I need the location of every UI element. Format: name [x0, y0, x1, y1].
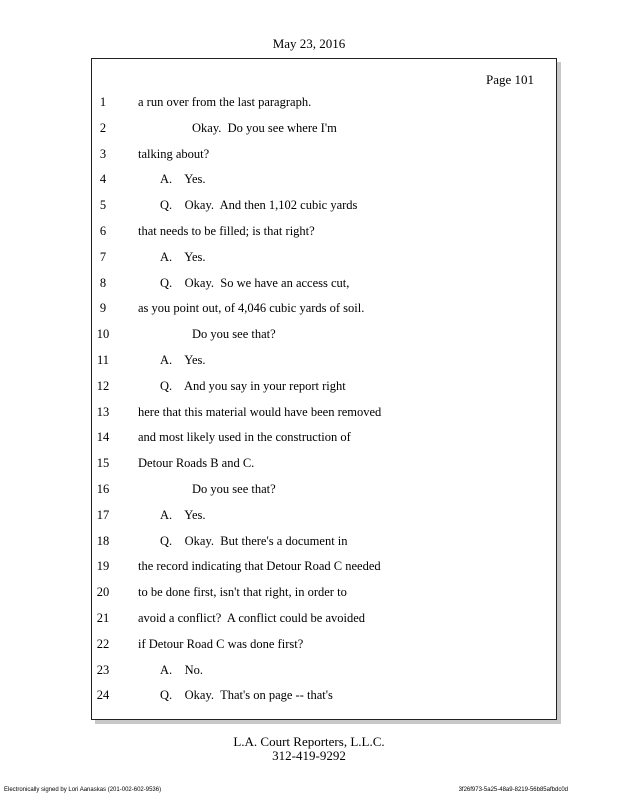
line-text: and most likely used in the construction of	[138, 430, 351, 445]
line-number: 2	[99, 120, 107, 135]
line-number: 15	[96, 456, 110, 471]
line-number: 5	[99, 198, 107, 213]
line-number: 17	[96, 507, 110, 522]
transcript-line	[0, 301, 618, 321]
line-number: 9	[99, 301, 107, 316]
transcript-line	[0, 585, 618, 605]
transcript-line	[0, 663, 618, 683]
line-text: here that this material would have been removed	[138, 404, 382, 419]
line-text: to be done first, isn't that right, in order to	[138, 585, 347, 600]
line-text: A. Yes.	[160, 507, 206, 522]
line-number: 13	[96, 404, 110, 419]
line-number: 8	[99, 275, 107, 290]
line-text: the record indicating that Detour Road C needed	[138, 559, 381, 574]
line-text: Q. Okay. But there's a document in	[160, 533, 348, 548]
line-text: Q. And you say in your report right	[160, 378, 346, 393]
transcript-line	[0, 327, 618, 347]
transcript-line	[0, 379, 618, 399]
transcript-line	[0, 430, 618, 450]
line-text: A. Yes.	[160, 249, 206, 264]
page-number: Page 101	[485, 72, 534, 87]
line-number: 11	[96, 353, 110, 367]
line-text: as you point out, of 4,046 cubic yards of soil.	[138, 301, 365, 316]
line-text: avoid a conflict? A conflict could be avoided	[138, 611, 366, 625]
transcript-line	[0, 559, 618, 579]
transcript-line	[0, 121, 618, 141]
transcript-line	[0, 198, 618, 218]
electronic-signature-note: Electronically signed by Lori Aanaskas (201-002-602-9536)	[4, 787, 162, 793]
transcript-line	[0, 353, 618, 373]
line-text: A. Yes.	[160, 353, 206, 367]
transcript-line	[0, 508, 618, 528]
line-number: 12	[96, 378, 110, 393]
transcript-line	[0, 224, 618, 244]
line-number: 20	[96, 585, 110, 600]
transcript-line	[0, 456, 618, 476]
line-number: 14	[96, 430, 110, 445]
line-text: Q. Okay. So we have an access cut,	[160, 275, 350, 290]
line-number: 1	[99, 95, 107, 109]
transcript-line	[0, 637, 618, 657]
line-number: 18	[96, 533, 110, 548]
line-text: Detour Roads B and C.	[138, 456, 255, 471]
reporter-company: L.A. Court Reporters, L.L.C.	[233, 734, 385, 749]
line-text: Q. Okay. That's on page -- that's	[160, 688, 333, 703]
document-id: 3f26f973-5a25-48a9-8219-56b85afbdc0d	[458, 787, 568, 793]
transcript-line	[0, 95, 618, 115]
line-text: A. No.	[160, 662, 204, 677]
line-text: if Detour Road C was done first?	[138, 636, 304, 651]
transcript-line	[0, 250, 618, 270]
line-number: 16	[96, 482, 110, 496]
line-number: 23	[96, 662, 110, 677]
reporter-phone: 312-419-9292	[272, 748, 346, 763]
transcript-line	[0, 534, 618, 554]
transcript-date: May 23, 2016	[272, 36, 346, 51]
line-text: Q. Okay. And then 1,102 cubic yards	[160, 198, 358, 213]
line-text: that needs to be filled; is that right?	[138, 224, 315, 238]
line-text: Do you see that?	[192, 327, 276, 342]
line-number: 10	[96, 327, 110, 342]
line-text: talking about?	[138, 146, 210, 161]
line-number: 4	[99, 172, 107, 187]
transcript-line	[0, 276, 618, 296]
transcript-line	[0, 172, 618, 192]
line-number: 7	[99, 249, 107, 264]
line-number: 22	[96, 636, 110, 651]
transcript-line	[0, 611, 618, 631]
line-number: 3	[99, 146, 107, 161]
line-number: 19	[96, 559, 110, 574]
line-text: a run over from the last paragraph.	[138, 95, 312, 109]
line-text: A. Yes.	[160, 172, 206, 187]
transcript-line	[0, 482, 618, 502]
line-text: Do you see that?	[192, 482, 276, 496]
line-number: 21	[96, 611, 110, 625]
transcript-line	[0, 405, 618, 425]
line-number: 6	[99, 224, 107, 238]
transcript-line	[0, 147, 618, 167]
line-number: 24	[96, 688, 110, 703]
transcript-line	[0, 688, 618, 708]
line-text: Okay. Do you see where I'm	[192, 120, 337, 135]
